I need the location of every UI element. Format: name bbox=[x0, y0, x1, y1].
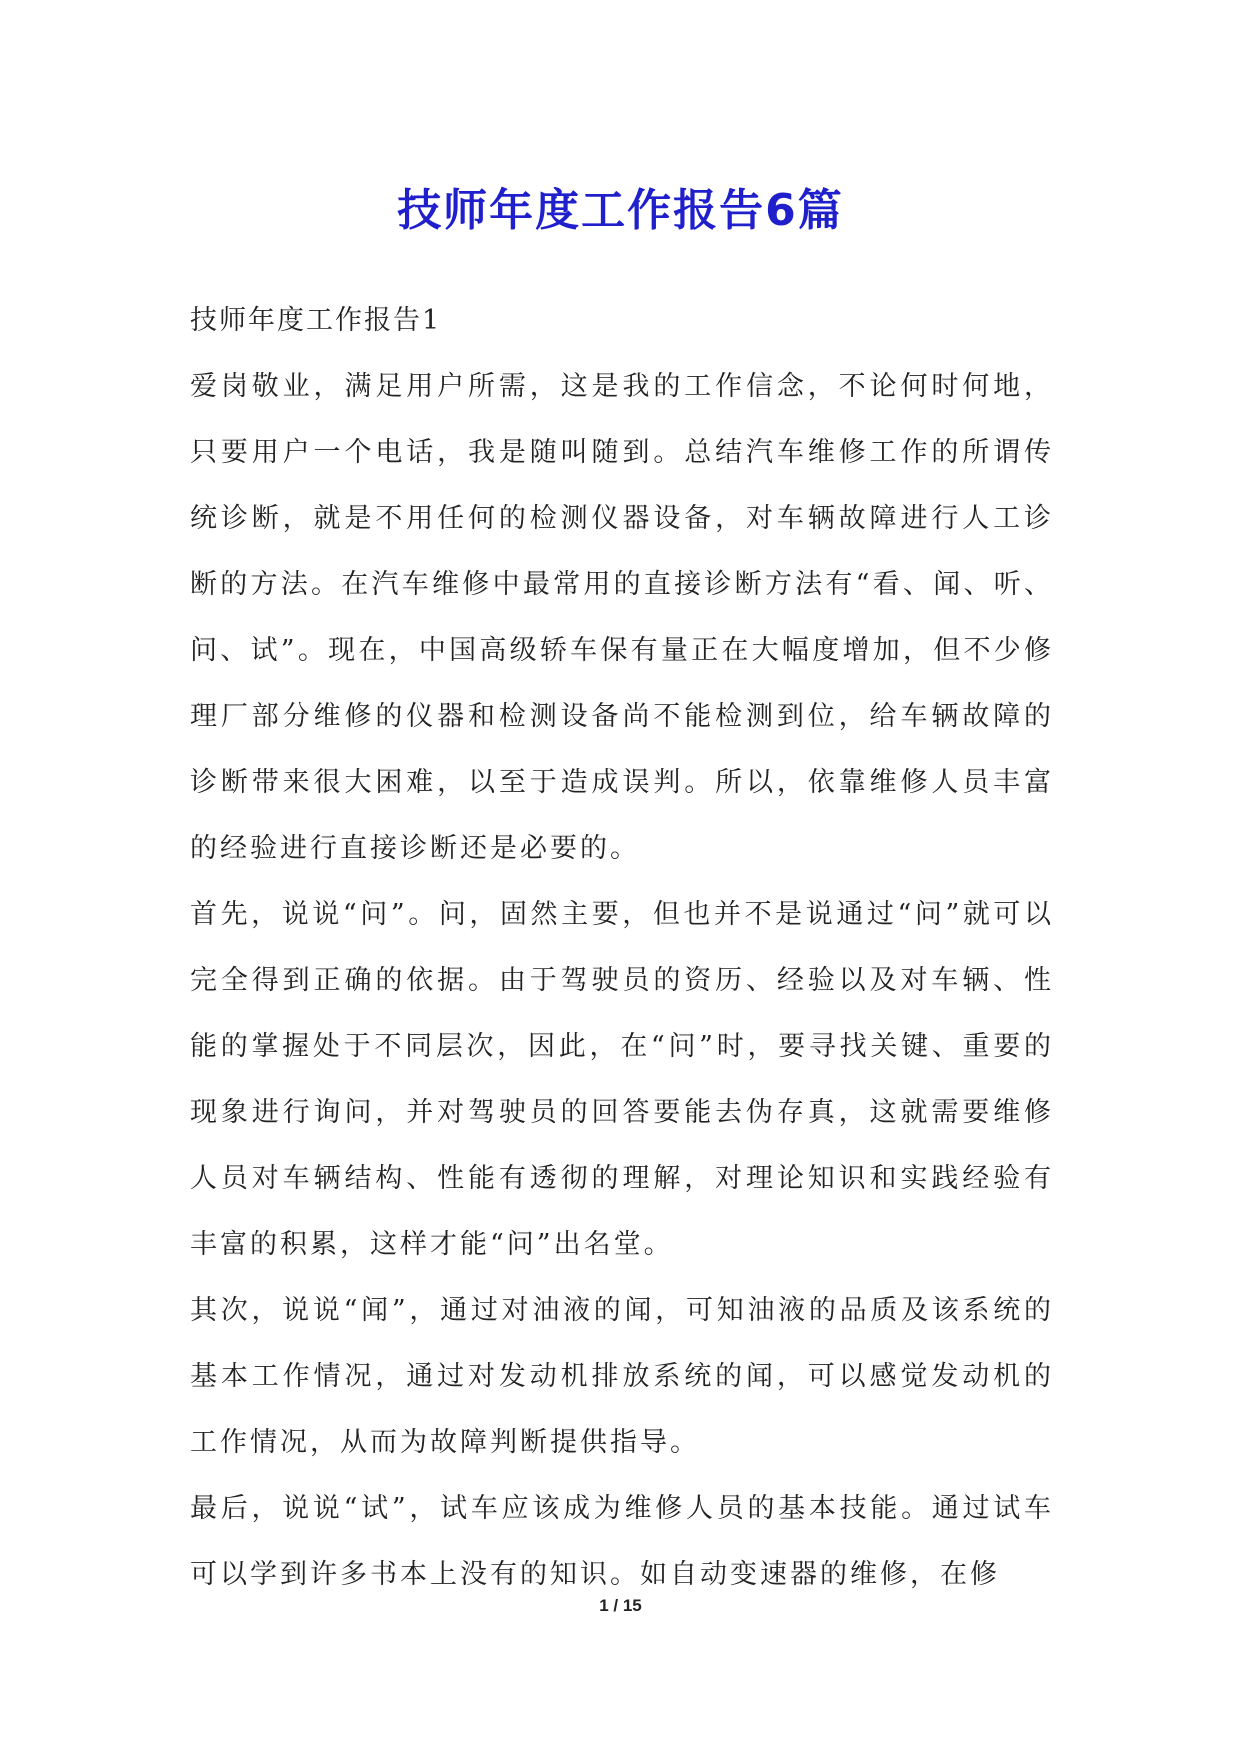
page-number: 1 / 15 bbox=[599, 1596, 642, 1615]
paragraph-2: 首先，说说“问”。问，固然主要，但也并不是说通过“问”就可以完全得到正确的依据。由于驾驶员的资历、经验以及对车辆、性能的掌握处于不同层次，因此，在“问”时，要寻找关键、重要的现象进行询问，并对驾驶员的回答要能去伪存真，这就需要维修人员对车辆结构、性能有透彻的理解，对理论知识和实践经验有丰富的积累，这样才能“问”出名堂。 bbox=[190, 899, 1054, 1260]
paragraph-4: 最后，说说“试”，试车应该成为维修人员的基本技能。通过试车可以学到许多书本上没有的知识。如自动变速器的维修，在修 bbox=[190, 1493, 1054, 1590]
paragraph-1: 爱岗敬业，满足用户所需，这是我的工作信念，不论何时何地，只要用户一个电话，我是随叫随到。总结汽车维修工作的所谓传统诊断，就是不用任何的检测仪器设备，对车辆故障进行人工诊断的方法。在汽车维修中最常用的直接诊断方法有“看、闻、听、问、试”。现在，中国高级轿车保有量正在大幅度增加，但不少修理厂部分维修的仪器和检测设备尚不能检测到位，给车辆故障的诊断带来很大困难，以至于造成误判。所以，依靠维修人员丰富的经验进行直接诊断还是必要的。 bbox=[190, 371, 1054, 864]
section-heading: 技师年度工作报告1 bbox=[190, 305, 442, 336]
page-title: 技师年度工作报告6篇 bbox=[397, 185, 844, 237]
document-body bbox=[190, 288, 1054, 1608]
paragraph-3: 其次，说说“闻”，通过对油液的闻，可知油液的品质及该系统的基本工作情况，通过对发动机排放系统的闻，可以感觉发动机的工作情况，从而为故障判断提供指导。 bbox=[190, 1295, 1054, 1458]
